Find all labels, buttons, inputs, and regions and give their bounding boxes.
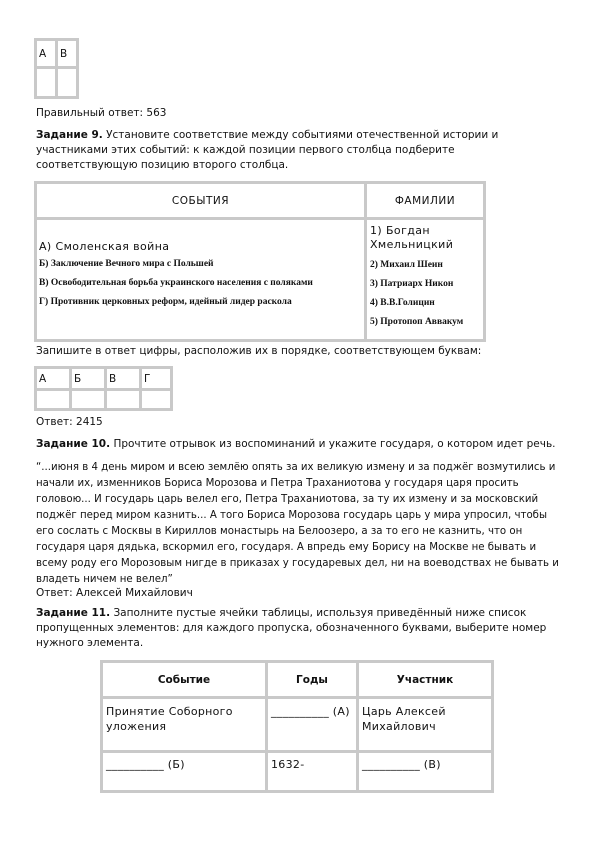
task11-table — [100, 660, 494, 793]
task9-label: Задание 9. — [36, 129, 103, 141]
task10-passage: “...июня в 4 день миром и всею землёю опять за их великую измену и за поджёг возмутились и начали их, изменников Бориса Морозова и Петра Траханиотова у государя царя просить головою... И государь царь велел его, Петра Траханиотова, за ту их измену и за московский поджёг перед миром казнить... А того Бориса Морозова государь царь у мира упросил, чтобы его сослать с Москвы в Кириллов монастырь на Белоозеро, а за то его не казнить, что он государя царя дядька, вскормил его, государя. А впредь ему Борису на Москве не бывать и всему роду его Морозовым нигде в приказах у государевых дел, ни на воеводствах не бывать и владеть ничем не велел” — [36, 462, 559, 585]
name-2: 2) Михаил Шеин — [370, 260, 443, 270]
task10-label: Задание 10. — [36, 438, 111, 450]
task11-prompt — [36, 606, 556, 651]
event-a: А) Смоленская война — [39, 240, 170, 253]
events-cell — [36, 219, 366, 341]
t11-header-years: Годы — [267, 662, 358, 698]
name-5: 5) Протопоп Аввакум — [370, 317, 464, 327]
grid-cell-a[interactable] — [36, 68, 57, 98]
task9-answer: Ответ: 2415 — [36, 416, 103, 428]
answer-letter-a: А — [36, 368, 71, 390]
answer-cell-c[interactable] — [106, 390, 141, 410]
grid-header-a: А — [36, 40, 57, 68]
answer-letter-b: Б — [71, 368, 106, 390]
t11-header-participant: Участник — [358, 662, 493, 698]
t11-r1-participant: Царь Алексей Михайлович — [358, 698, 493, 752]
name-4: 4) В.В.Голицин — [370, 298, 435, 308]
col-names-header: ФАМИЛИИ — [366, 183, 485, 219]
event-b: Б) Заключение Вечного мира с Польшей — [39, 259, 214, 269]
task10-answer: Ответ: Алексей Михайлович — [36, 587, 193, 599]
task11-label: Задание 11. — [36, 607, 111, 619]
task9-match-table — [34, 181, 486, 342]
answer-cell-a[interactable] — [36, 390, 71, 410]
grid-header-b: В — [57, 40, 78, 68]
task9-text: Установите соответствие между событиями отечественной истории и участниками этих событий: к каждой позиции первого столбца подберите соответствующую позицию второго столбца. — [36, 129, 499, 171]
t11-r1-event: Принятие Соборного уложения — [102, 698, 267, 752]
t11-header-event: Событие — [102, 662, 267, 698]
answer-cell-b[interactable] — [71, 390, 106, 410]
answer-letter-c: В — [106, 368, 141, 390]
task10-text: Прочтите отрывок из воспоминаний и укажите государя, о котором идет речь. — [110, 438, 556, 450]
event-d: Г) Противник церковных реформ, идейный лидер раскола — [39, 297, 292, 307]
answer-letter-d: Г — [141, 368, 172, 390]
grid-cell-b[interactable] — [57, 68, 78, 98]
answer-cell-d[interactable] — [141, 390, 172, 410]
name-3: 3) Патриарх Никон — [370, 279, 454, 289]
t11-r2-years: 1632- — [267, 752, 358, 792]
answer-8: Правильный ответ: 563 — [36, 107, 167, 119]
task11-text: Заполните пустые ячейки таблицы, используя приведённый ниже список пропущенных элементов: для каждого пропуска, обозначенного буквами, выберите номер нужного элемента. — [36, 607, 547, 649]
top-answer-grid — [34, 38, 79, 99]
task9-prompt — [36, 128, 556, 173]
t11-r1-years[interactable]: __________ (А) — [267, 698, 358, 752]
t11-r2-event[interactable]: __________ (Б) — [102, 752, 267, 792]
task9-instruction: Запишите в ответ цифры, расположив их в порядке, соответствующем буквам: — [36, 345, 482, 357]
name-1: 1) Богдан Хмельницкий — [370, 224, 454, 251]
task10-prompt — [36, 437, 566, 452]
col-events-header: СОБЫТИЯ — [36, 183, 366, 219]
names-cell — [366, 219, 485, 341]
event-c: В) Освободительная борьба украинского населения с поляками — [39, 278, 313, 288]
t11-r2-participant[interactable]: __________ (В) — [358, 752, 493, 792]
task9-answer-grid — [34, 366, 173, 411]
